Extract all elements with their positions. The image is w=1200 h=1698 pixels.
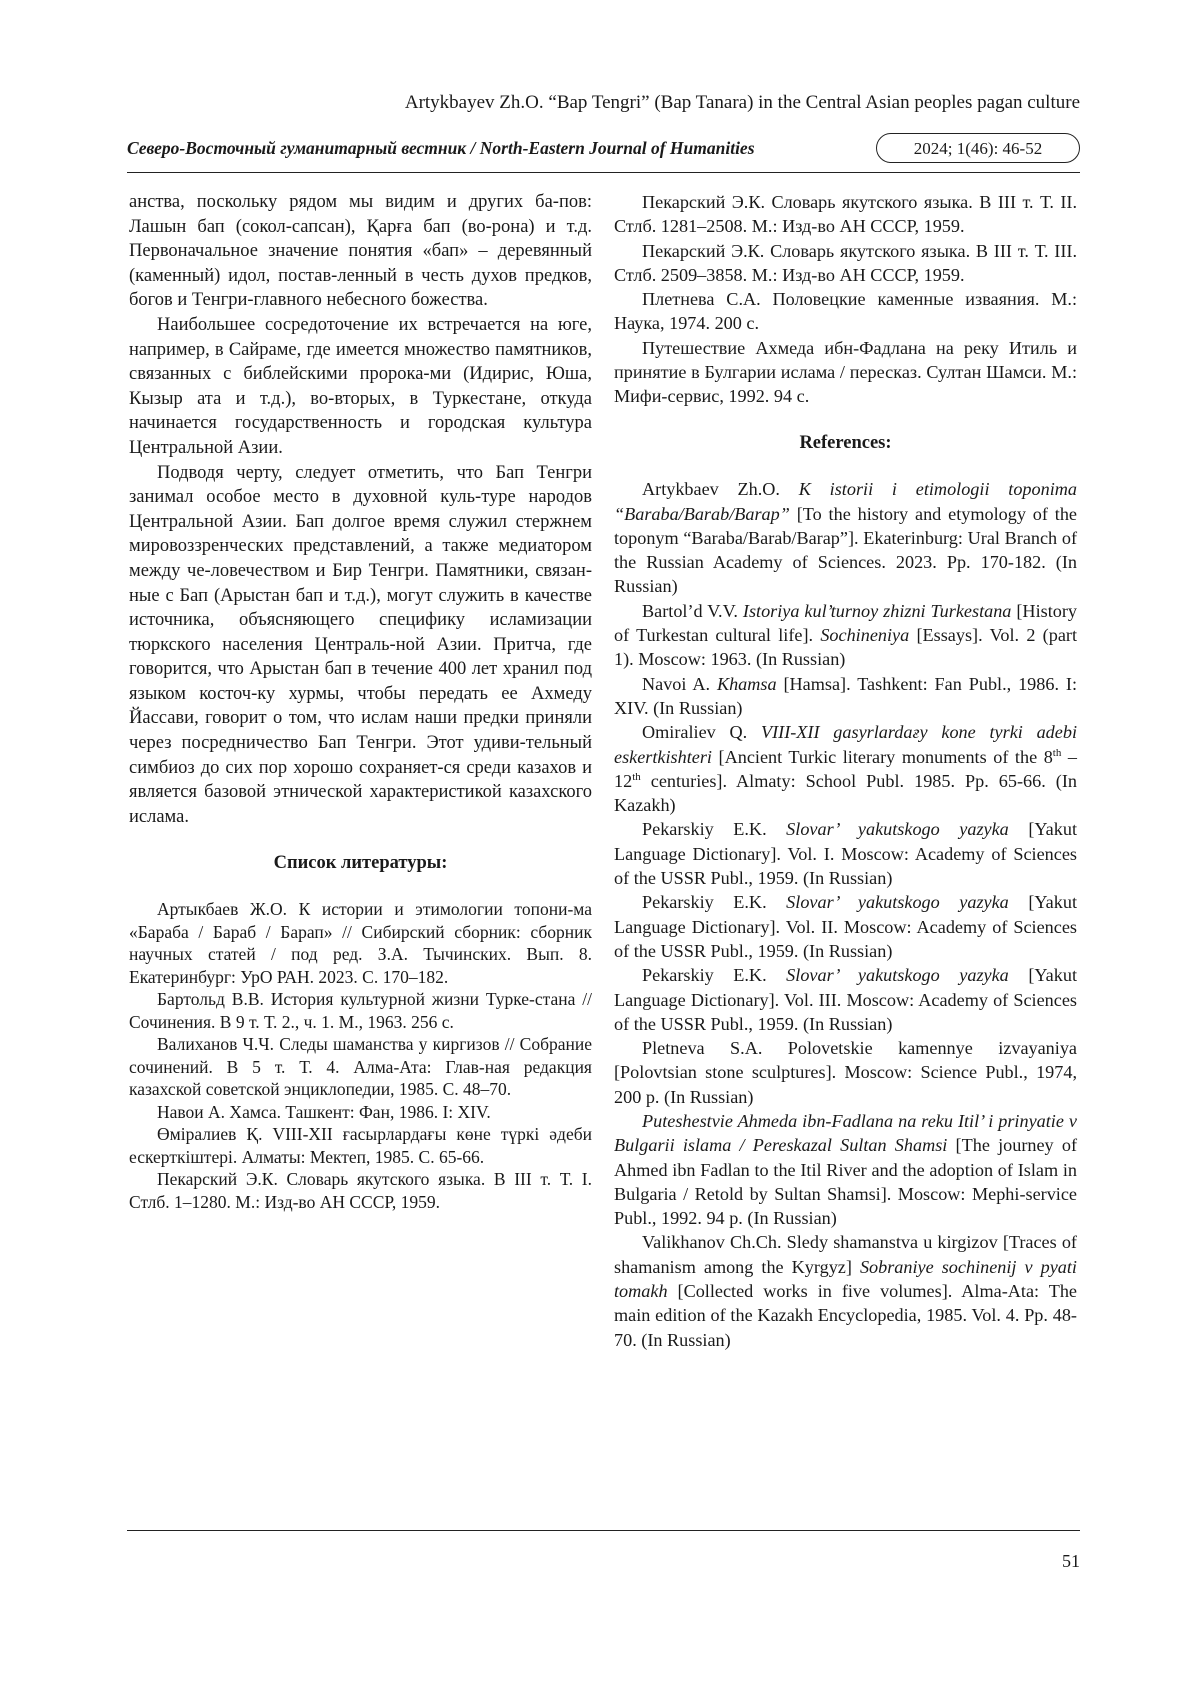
reference-item: Artykbaev Zh.O. K istorii i etimologii toponima “Baraba/Barab/Barap” [To the history and etymology of the toponym “Baraba/Barab/Barap”]. Ekaterinburg: Ural Branch of the Russian Academy of Sciences. 2023. Pp. 170-182. (In Russian) <box>614 479 1077 597</box>
reference-item: Omiraliev Q. VIII-XII gasyrlardaғy kone tyrki adebi eskertkishteri [Ancient Turkic literary monuments of the 8th – 12th centuries]. Almaty: School Publ. 1985. Pp. 65-66. (In Kazakh) <box>614 722 1077 816</box>
references-heading: References: <box>799 432 892 453</box>
left-column <box>129 190 592 1213</box>
body-paragraph: Подводя черту, следует отметить, что Бап Тенгри занимал особое место в духовной куль-туре народов Центральной Азии. Бап долгое время служил стержнем мировоззренческих представлений, а также медиатором между че-ловечеством и Бир Тенгри. Памятники, связан-ные с Бап (Арыстан бап и т.д.), могут служить в качестве источника, объясняющего специфику исламизации тюркского населения Централь-ной Азии. Притча, где говорится, что Арыстан бап в течение 400 лет хранил под языком косточ-ку хурмы, чтобы передать ее Ахмеду Йассави, говорит о том, что ислам наши предки приняли через посредничество Бап Тенгри. Этот удиви-тельный симбиоз до сих пор хорошо сохраняет-ся среди казахов и является базовой этнической характеристикой казахского ислама. <box>129 462 592 827</box>
reference-item: Puteshestvie Ahmeda ibn-Fadlana na reku Itil’ i prinyatie v Bulgarii islama / Pereskazal Sultan Shamsi [The journey of Ahmed ibn Fadlan to the Itil River and the adoption of Islam in Bulgaria / Retold by Sultan Shamsi]. Moscow: Mephi-service Publ., 1992. 94 p. (In Russian) <box>614 1110 1078 1229</box>
literature-heading: Список литературы: <box>273 853 448 874</box>
reference-item: Пекарский Э.К. Словарь якутского языка. В III т. Т. I. Стлб. 1–1280. М.: Изд-во АН СССР, 1959. <box>129 1169 592 1212</box>
reference-item: Navoi A. Khamsa [Hamsa]. Tashkent: Fan Publ., 1986. I: XIV. (In Russian) <box>614 673 1078 718</box>
body-paragraph: Наибольшее сосредоточение их встречается на юге, например, в Сайраме, где имеется множество памятников, связанных с библейскими пророка-ми (Идирис, Юша, Кызыр ата и т.д.), во-вторых, в Туркестане, откуда начинается государственность и городская культура Центральной Азии. <box>129 314 592 458</box>
reference-item: Бартольд В.В. История культурной жизни Турке-стана // Сочинения. В 9 т. Т. 2., ч. 1. М., 1963. 256 с. <box>129 989 592 1032</box>
issue-badge: 2024; 1(46): 46-52 <box>876 133 1080 163</box>
reference-item: Pekarskiy E.K. Slovar’ yakutskogo yazyka [Yakut Language Dictionary]. Vol. III. Moscow: Academy of Sciences of the USSR Publ., 1959. (In Russian) <box>614 965 1077 1034</box>
reference-item: Pekarskiy E.K. Slovar’ yakutskogo yazyka [Yakut Language Dictionary]. Vol. I. Moscow: Academy of Sciences of the USSR Publ., 1959. (In Russian) <box>614 819 1077 889</box>
reference-item: Pekarskiy E.K. Slovar’ yakutskogo yazyka [Yakut Language Dictionary]. Vol. II. Moscow: Academy of Sciences of the USSR Publ., 1959. (In Russian) <box>614 892 1077 961</box>
reference-item: Valikhanov Ch.Ch. Sledy shamanstva u kirgizov [Traces of shamanism among the Kyrgyz] Sobraniye sochinenij v pyati tomakh [Collected works in five volumes]. Alma-Ata: The main edition of the Kazakh Encyclopedia, 1985. Vol. 4. Pp. 48-70. (In Russian) <box>614 1232 1077 1350</box>
body-paragraph: анства, поскольку рядом мы видим и других ба-пов: Лашын бап (сокол-сапсан), Қарға бап (во-рона) и т.д. Первоначальное значение понятия «бап» – деревянный (каменный) идол, постав-ленный в честь духов предков, богов и Тенгри-главного небесного божества. <box>129 192 592 311</box>
journal-header <box>127 133 1080 167</box>
reference-item: Артыкбаев Ж.О. К истории и этимологии топони-ма «Бараба / Бараб / Барап» // Сибирский сборник: сборник научных статей / под ред. З.А. Тычинских. Вып. 8. Екатеринбург: УрО РАН. 2023. С. 170–182. <box>129 899 592 987</box>
reference-item: Навои А. Хамса. Ташкент: Фан, 1986. I: XIV. <box>157 1101 491 1122</box>
reference-item: Пекарский Э.К. Словарь якутского языка. В III т. Т. III. Стлб. 2509–3858. М.: Изд-во АН СССР, 1959. <box>614 240 1077 285</box>
running-title: Artykbayev Zh.O. “Bap Tengri” (Bap Tanara) in the Central Asian peoples pagan culture <box>404 92 1080 113</box>
page-number: 51 <box>1062 1551 1080 1571</box>
reference-item: Валиханов Ч.Ч. Следы шаманства у киргизов // Собрание сочинений. В 5 т. Т. 4. Алма-Ата: Глав-ная редакция казахской советской энциклопедии, 1985. С. 48–70. <box>129 1034 592 1100</box>
reference-item: Пекарский Э.К. Словарь якутского языка. В III т. Т. II. Стлб. 1281–2508. М.: Изд-во АН СССР, 1959. <box>614 192 1077 237</box>
reference-item: Өміралиев Қ. VIII-XII ғасырлардағы көне түркі әдеби ескерткіштері. Алматы: Мектеп, 1985. С. 65-66. <box>129 1124 592 1167</box>
reference-item: Плетнева С.А. Половецкие каменные изваяния. М.: Наука, 1974. 200 с. <box>614 289 1077 334</box>
right-column <box>614 190 1077 1352</box>
reference-item: Bartol’d V.V. Istoriya kul’turnoy zhizni Turkestana [History of Turkestan cultural life]. Sochineniya [Essays]. Vol. 2 (part 1). Moscow: 1963. (In Russian) <box>614 600 1077 670</box>
reference-item: Pletneva S.A. Polovetskie kamennye izvayaniya [Polovtsian stone sculptures]. Moscow: Science Publ., 1974, 200 p. (In Russian) <box>614 1038 1077 1107</box>
header-rule <box>127 172 1080 173</box>
journal-name: Северо-Восточный гуманитарный вестник / North-Eastern Journal of Humanities <box>127 138 755 158</box>
reference-item: Путешествие Ахмеда ибн-Фадлана на реку Итиль и принятие в Булгарии ислама / пересказ. Султан Шамси. М.: Мифи-сервис, 1992. 94 с. <box>614 337 1077 407</box>
footer-rule <box>127 1530 1080 1531</box>
